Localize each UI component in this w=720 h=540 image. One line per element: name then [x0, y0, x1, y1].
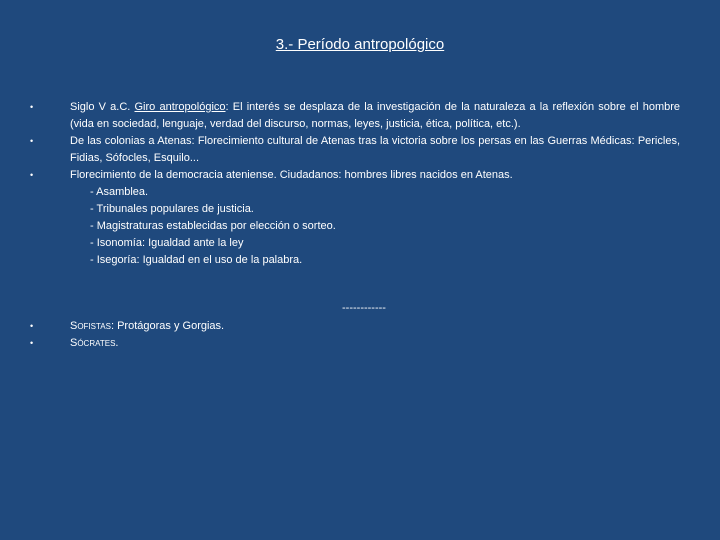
sub-item: - Isonomía: Igualdad ante la ley — [90, 237, 244, 249]
sub-item: - Isegoría: Igualdad en el uso de la palabra. — [90, 254, 303, 266]
sub-item: - Tribunales populares de justicia. — [90, 203, 254, 215]
socrates-label: Sócrates — [70, 337, 116, 349]
sub-item: - Asamblea. — [90, 186, 149, 198]
separator-line: ------------ — [342, 302, 386, 314]
bullet-icon: • — [30, 321, 34, 331]
bullet-list — [30, 99, 680, 269]
item-text: Florecimiento de la democracia ateniense. Ciudadanos: hombres libres nacidos en Atenas. — [70, 169, 513, 181]
bullet-icon: • — [30, 338, 34, 348]
item-prefix: Siglo V a.C. — [70, 101, 135, 113]
bullet-icon: • — [30, 136, 34, 146]
item-text: De las colonias a Atenas: Florecimiento cultural de Atenas tras la victoria sobre los persas en las Guerras Médicas: Pericles, Fidias, Sófocles, Esquilo... — [70, 135, 680, 164]
bullet-icon: • — [30, 102, 34, 112]
slide-title: 3.- Período antropológico — [275, 36, 445, 53]
item-text: : Protágoras y Gorgias. — [110, 320, 225, 332]
sub-item: - Magistraturas establecidas por elección o sorteo. — [90, 220, 336, 232]
list-item — [30, 99, 680, 133]
giro-antropologico-link: Giro antropológico — [134, 101, 226, 113]
list-item — [30, 133, 680, 167]
sofistas-label: Sofistas — [70, 320, 111, 332]
list-item — [30, 167, 680, 184]
list-item — [30, 335, 680, 352]
bullet-icon: • — [30, 170, 34, 180]
list-item — [30, 318, 680, 335]
item-text: . — [115, 337, 119, 349]
item-text: : El interés se desplaza de la investigación de la naturaleza a la reflexión sobre el hombre (vida en sociedad, lenguaje, verdad del discurso, normas, leyes, justicia, ética, política, etc.). — [70, 101, 681, 130]
bullet-list-bottom — [30, 318, 680, 352]
